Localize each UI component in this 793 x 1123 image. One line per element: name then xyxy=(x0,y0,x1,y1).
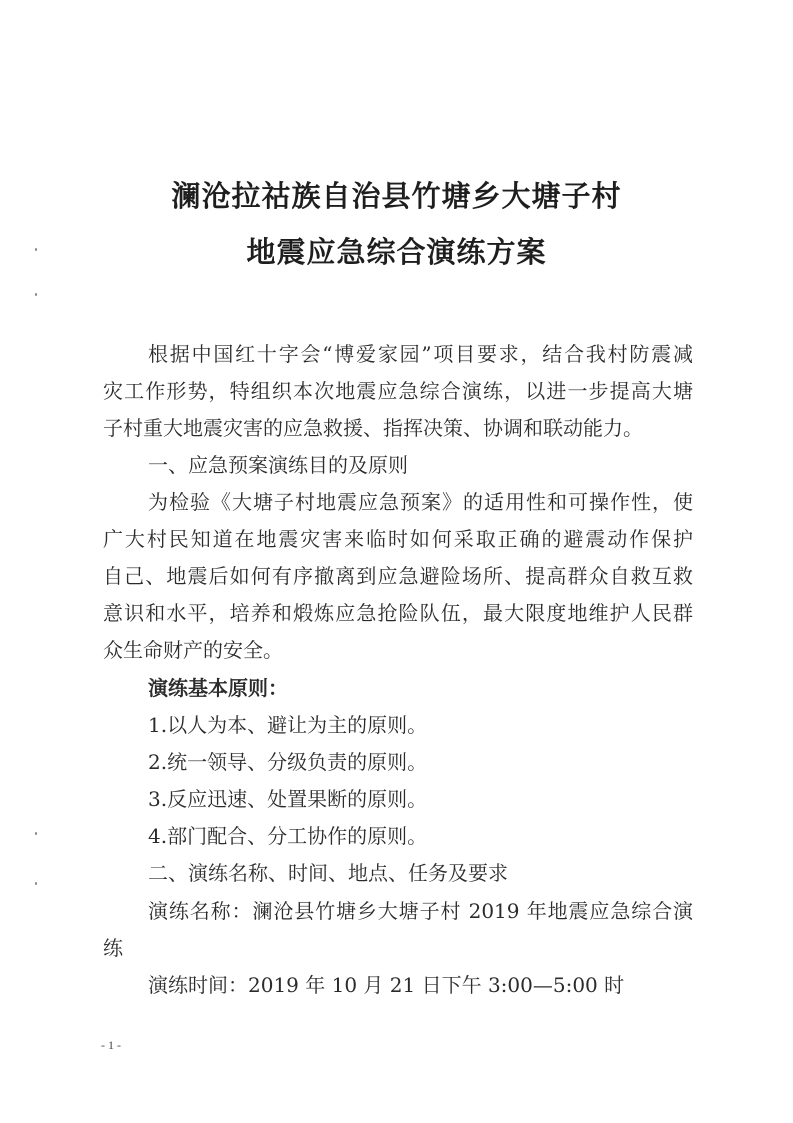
page-number: - 1 - xyxy=(101,1038,121,1052)
principle-item: 4.部门配合、分工协作的原则。 xyxy=(148,824,428,848)
drill-name-line: 练 xyxy=(103,936,123,960)
principles-heading: 演练基本原则： xyxy=(148,676,288,700)
document-title-line1: 澜沧拉祜族自治县竹塘乡大塘子村 xyxy=(171,179,622,213)
principle-item: 3.反应迅速、处置果断的原则。 xyxy=(148,787,428,811)
drill-name-line: 演练名称：澜沧县竹塘乡大塘子村 2019 年地震应急综合演 xyxy=(148,899,693,923)
scan-speck xyxy=(35,293,37,296)
intro-line: 根据中国红十字会“博爱家园”项目要求，结合我村防震减 xyxy=(148,342,693,366)
section2-heading: 二、演练名称、时间、地点、任务及要求 xyxy=(148,861,508,885)
principle-item: 2.统一领导、分级负责的原则。 xyxy=(148,750,428,774)
section1-heading: 一、应急预案演练目的及原则 xyxy=(148,453,408,477)
section1-line: 为检验《大塘子村地震应急预案》的适用性和可操作性，使 xyxy=(148,490,693,514)
principle-item: 1.以人为本、避让为主的原则。 xyxy=(148,713,428,737)
drill-time: 演练时间：2019 年 10 月 21 日下午 3:00—5:00 时 xyxy=(148,973,625,997)
scan-speck xyxy=(35,882,37,885)
intro-line: 子村重大地震灾害的应急救援、指挥决策、协调和联动能力。 xyxy=(103,416,643,440)
document-title-line2: 地震应急综合演练方案 xyxy=(246,235,547,269)
scan-speck xyxy=(35,832,37,835)
section1-line: 自己、地震后如何有序撤离到应急避险场所、提高群众自救互救 xyxy=(103,564,693,588)
section1-line: 意识和水平，培养和煅炼应急抢险队伍，最大限度地维护人民群 xyxy=(103,601,693,625)
intro-line: 灾工作形势，特组织本次地震应急综合演练，以进一步提高大塘 xyxy=(103,379,693,403)
section1-line: 广大村民知道在地震灾害来临时如何采取正确的避震动作保护 xyxy=(103,527,693,551)
section1-line: 众生命财产的安全。 xyxy=(103,638,283,662)
